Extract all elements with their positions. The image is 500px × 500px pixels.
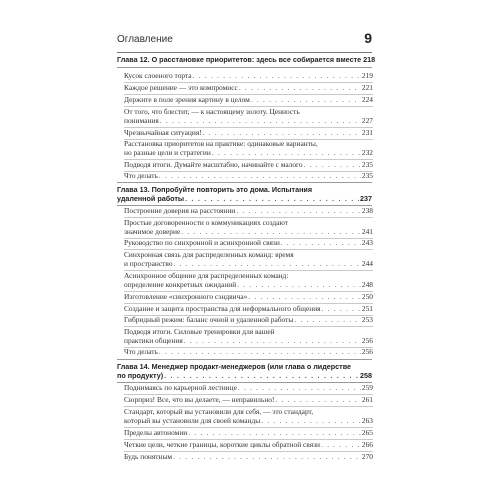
toc-entry[interactable]: Поднимаясь по карьерной лестнице . . . 259 [124, 384, 373, 393]
toc-entry[interactable]: Руководство по синхронной и асинхронной связи . . . 243 [124, 239, 373, 248]
page-ref: 256 [361, 347, 373, 356]
page-ref: 251 [361, 304, 373, 313]
toc-entry[interactable]: Асинхронное общение для распределенных команд: определение конкретных ожиданий . . . 248 [124, 272, 373, 289]
toc-entry[interactable]: Синхронная связь для распределенных команд: время и пространство . . . 244 [124, 251, 373, 268]
page-ref: 237 [360, 193, 372, 203]
toc-entry[interactable]: Четкие цели, четкие границы, короткие циклы обратной связи . . . 266 [124, 441, 373, 450]
running-title: Оглавление [117, 34, 173, 45]
page-ref: 221 [361, 83, 373, 92]
toc-chapter-13[interactable]: Глава 13. Попробуйте повторить это дома. Испытания удаленной работы . . . 237 [117, 186, 372, 203]
page-ref: 259 [361, 383, 373, 392]
toc-entry[interactable]: Что делать . . . 235 [124, 172, 373, 181]
page-ref: 258 [360, 370, 372, 380]
toc-entry[interactable]: Каждое решение — это компромисс . . . 221 [124, 84, 373, 93]
header-divider [117, 52, 372, 53]
page-ref: 224 [361, 95, 373, 104]
page-ref: 235 [361, 160, 373, 169]
page-ref: 256 [361, 335, 373, 345]
toc-chapter-12[interactable]: Глава 12. О расстановке приоритетов: здесь все собирается вместе 218 [117, 55, 376, 64]
page-ref: 243 [361, 238, 373, 247]
toc-entry[interactable]: Изготовление «синхронного сэндвича» . . . 250 [124, 293, 373, 302]
toc-entry[interactable]: Стандарт, который вы установили для себя, — это стандарт, который вы установили для своей команды . . . 263 [124, 408, 373, 425]
page-ref: 218 [363, 55, 376, 64]
toc-entry[interactable]: Подводя итоги. Силовые тренировки для вашей практики общения . . . 256 [124, 328, 373, 345]
page-ref: 265 [361, 428, 373, 437]
page-ref: 219 [361, 71, 373, 80]
toc-entry[interactable]: Держите в поле зрения картину в целом . . . 224 [124, 96, 373, 105]
page-ref: 261 [361, 395, 373, 404]
divider [117, 359, 372, 360]
toc-entry[interactable]: Сюрприз! Все, что вы делаете, — неправильно! . . . 261 [124, 396, 373, 405]
toc-entry[interactable]: Чрезвычайная ситуация! . . . 231 [124, 129, 373, 138]
page-ref: 263 [361, 415, 373, 425]
page-ref: 241 [361, 226, 373, 236]
page-number: 9 [364, 30, 372, 46]
toc-entry[interactable]: Расстановка приоритетов на практике: одинаковые варианты, но разные цели и стратегии . . . 232 [124, 140, 373, 157]
page-ref: 270 [361, 452, 373, 461]
page-ref: 250 [361, 292, 373, 301]
toc-entry[interactable]: Что делать . . . 256 [124, 348, 373, 357]
page-ref: 227 [361, 115, 373, 125]
page-ref: 244 [361, 258, 373, 268]
toc-entry[interactable]: От того, что блестит, — к настоящему золоту. Ценность понимания . . . 227 [124, 108, 373, 125]
divider [117, 182, 372, 183]
toc-entry[interactable]: Построение доверия на расстоянии . . . 238 [124, 207, 373, 216]
toc-entry[interactable]: Подводя итоги. Думайте масштабно, начинайте с малого . . . 235 [124, 161, 373, 170]
page-ref: 235 [361, 171, 373, 180]
page-ref: 248 [361, 279, 373, 289]
page-ref: 253 [361, 315, 373, 324]
page-ref: 238 [361, 206, 373, 215]
toc-entry[interactable]: Пределы автономии . . . 265 [124, 429, 373, 438]
toc-entry[interactable]: Будь понятным . . . 270 [124, 453, 373, 462]
toc-chapter-14[interactable]: Глава 14. Менеджер продакт-менеджеров (или глава о лидерстве по продукту) . . . 258 [117, 363, 372, 380]
page-ref: 231 [361, 128, 373, 137]
divider [117, 67, 372, 68]
page-header [117, 32, 372, 48]
page-ref: 232 [361, 147, 373, 157]
toc-entry[interactable]: Кусок слоеного торта . . . 219 [124, 72, 373, 81]
page-ref: 266 [361, 440, 373, 449]
toc-entry[interactable]: Простые договоренности о коммуникациях создают значимое доверие . . . 241 [124, 219, 373, 236]
toc-entry[interactable]: Гибридный режим: баланс очной и удаленной работы . . . 253 [124, 316, 373, 325]
toc-entry[interactable]: Создание и защита пространства для неформального общения . . . 251 [124, 305, 373, 314]
